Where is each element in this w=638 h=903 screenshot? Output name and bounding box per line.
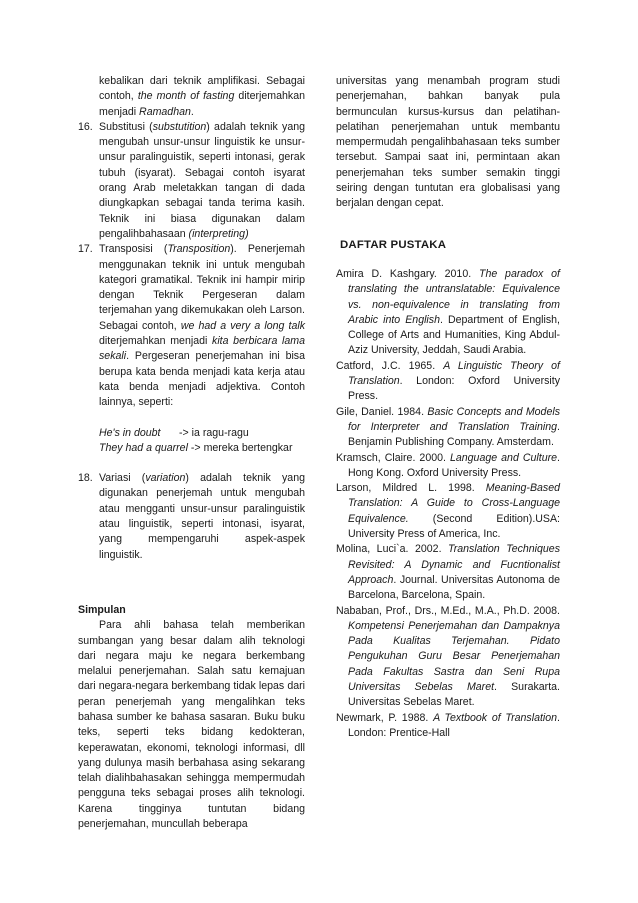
example-result: kita berbicara lama sekali xyxy=(99,335,305,363)
text-run: ) adalah teknik yang digunakan penerjemah untuk mengubah atau mengganti unsur-unsur paralinguistik atau linguistik, seperti intonasi, isyarat, yang mempengaruhi aspek-aspek linguistik. xyxy=(99,472,305,561)
ref-author: Nababan, Prof., Drs., M.Ed., M.A., Ph.D. 2008. xyxy=(336,604,560,617)
term: (interpreting) xyxy=(188,227,249,240)
reference-item xyxy=(336,604,560,711)
ref-publisher: . London: Prentice-Hall xyxy=(348,711,560,739)
arrow: -> xyxy=(179,426,189,439)
text-run: Variasi ( xyxy=(99,472,146,485)
text-run: diterjemahkan menjadi xyxy=(99,335,213,348)
reference-list xyxy=(336,267,560,741)
ref-author: Kramsch, Claire. 2000. xyxy=(336,451,450,464)
ref-author: Larson, Mildred L. 1998. xyxy=(336,482,486,495)
right-column xyxy=(336,74,560,741)
spacer xyxy=(78,563,305,603)
ref-title: Translation Techniques Revisited: A Dynamic and Fucntionalist Approach xyxy=(348,543,560,586)
example-target: ia ragu-ragu xyxy=(191,426,249,439)
term: substutition xyxy=(152,120,207,133)
ref-publisher: (Second Edition).USA: University Press of America, Inc. xyxy=(348,512,560,541)
term: Transposition xyxy=(167,243,231,256)
ref-publisher: . Journal. Universitas Autonoma de Barcelona, Barcelona, Spain. xyxy=(348,573,560,602)
example-row xyxy=(78,441,305,456)
spacer xyxy=(78,456,305,471)
reference-item xyxy=(336,405,560,451)
ref-author: Newmark, P. 1988. xyxy=(336,711,434,724)
item-15-continuation xyxy=(78,74,305,120)
text-run: kebalikan dari teknik amplifikasi. Sebagai contoh, xyxy=(99,75,305,103)
ref-title: Meaning-Based Translation: A Guide to Cross-Language Equivalence. xyxy=(348,482,560,525)
list-number: 17. xyxy=(78,243,93,256)
ref-author: Gile, Daniel. 1984. xyxy=(336,405,428,418)
ref-author: Catford, J.C. 1965. xyxy=(336,359,444,372)
ref-title: A Textbook of Translation xyxy=(433,711,558,724)
term: variation xyxy=(145,472,186,485)
ref-publisher: . Surakarta. Universitas Sebelas Maret. xyxy=(348,680,560,709)
ref-author: Molina, Luci`a. 2002. xyxy=(336,543,449,556)
list-item-18 xyxy=(78,471,305,563)
left-column xyxy=(78,74,305,832)
ref-title: A Linguistic Theory of Translation xyxy=(348,359,560,388)
ref-author: Amira D. Kashgary. 2010. xyxy=(336,267,479,280)
ref-title: Language and Culture xyxy=(449,451,558,464)
ref-title: The paradox of translating the untranslatable: Equivalence vs. non-equivalence in translating from Arabic into English xyxy=(348,267,561,326)
ref-publisher: . Department of English, College of Arts and Humanities, King Abdul-Aziz University, Jeddah, Saudi Arabia. xyxy=(348,313,560,357)
text-run: diterjemahkan menjadi xyxy=(99,90,305,118)
list-number: 18. xyxy=(78,472,93,485)
list-number: 16. xyxy=(78,120,93,133)
reference-item xyxy=(336,451,560,482)
text-run: . Pergeseran penerjemahan ini bisa berupa kata benda menjadi kata kerja atau kata benda menjadi adjektiva. Contoh lainnya, seperti: xyxy=(99,350,305,409)
ref-publisher: . Benjamin Publishing Company. Amsterdam. xyxy=(348,420,560,449)
example-row xyxy=(78,426,305,441)
reference-item xyxy=(336,481,560,542)
ref-title: Kompetensi Penerjemahan dan Dampaknya Pada Kualitas Terjemahan. Pidato Pengukuhan Guru Besar Penerjemahan Pada Fakultas Sastra dan Seni Rupa Universitas Sebelas Maret xyxy=(348,619,560,693)
text-run: ). Penerjemah menggunakan teknik ini untuk mengubah kategori gramatikal. Teknik ini hampir mirip dengan Teknik Pergeseran dalam terjemahan yang dikemukakan oleh Larson. Sebagai contoh, xyxy=(99,243,305,332)
arrow: -> xyxy=(190,441,201,454)
text-run: ) adalah teknik yang mengubah unsur-unsur linguistik ke unsur-unsur paralinguistik, seperti intonasi, gerak tubuh (isyarat). Sebagai contoh isyarat orang Arab meletakkan tangan di dada diungkapkan sebagai tanda terima kasih. Teknik ini biasa digunakan dalam pengalihbahasaan xyxy=(99,120,305,240)
section-heading-simpulan: Simpulan xyxy=(78,603,126,616)
ref-title: Basic Concepts and Models for Interpreter and Translation Training xyxy=(348,405,560,433)
reference-item xyxy=(336,711,560,742)
reference-item xyxy=(336,359,560,405)
text-run: . xyxy=(190,105,194,118)
section-heading-daftar-pustaka: DAFTAR PUSTAKA xyxy=(340,238,447,251)
example-phrase: we had a very a long talk xyxy=(180,319,305,332)
simpulan-paragraph: Para ahli bahasa telah memberikan sumbangan yang besar dalam alih teknologi dari negara maju ke negara berkembang melalui penerjemahan. Salah satu kemajuan dari negara-negara berkembang tidak lepas dari peran penerjemah yang mengalihkan teks bahasa sumber ke bahasa sasaran. Buku buku teks, seperti teks bidang kedokteran, keperawatan, ekonomi, teknologi informasi, dll yang dulunya masih berbahasa asing sekarang telah dialihbahasakan sehingga mempermudah pengguna teks sebagai proses alih teknologi. Karena tingginya tuntutan bidang penerjemahan, muncullah beberapa xyxy=(78,619,305,831)
example-source: He's in doubt xyxy=(99,426,161,439)
reference-item xyxy=(336,542,560,603)
example-phrase: the month of fasting xyxy=(137,90,235,103)
example-result: Ramadhan xyxy=(139,105,191,118)
reference-item xyxy=(336,267,560,359)
list-item-16 xyxy=(78,120,305,242)
ref-publisher: . Hong Kong. Oxford University Press. xyxy=(348,451,560,479)
example-source: They had a quarrel xyxy=(99,441,188,454)
spacer xyxy=(78,411,305,426)
text-run: Transposisi ( xyxy=(99,243,168,256)
simpulan-continuation: universitas yang menambah program studi penerjemahan, bahkan banyak pula bermunculan kursus-kursus dan pelatihan-pelatihan penerjemahan untuk membantu mempermudah pengalihbahasaan teks sumber tersebut. Sampai saat ini, permintaan akan penerjemahan teks sumber semakin tinggi seiring dengan tuntutan era globalisasi yang berjalan dengan cepat. xyxy=(336,75,560,210)
text-run: Substitusi ( xyxy=(99,120,153,133)
list-item-17 xyxy=(78,242,305,410)
ref-publisher: . London: Oxford University Press. xyxy=(348,375,560,403)
example-target: mereka bertengkar xyxy=(203,441,293,454)
